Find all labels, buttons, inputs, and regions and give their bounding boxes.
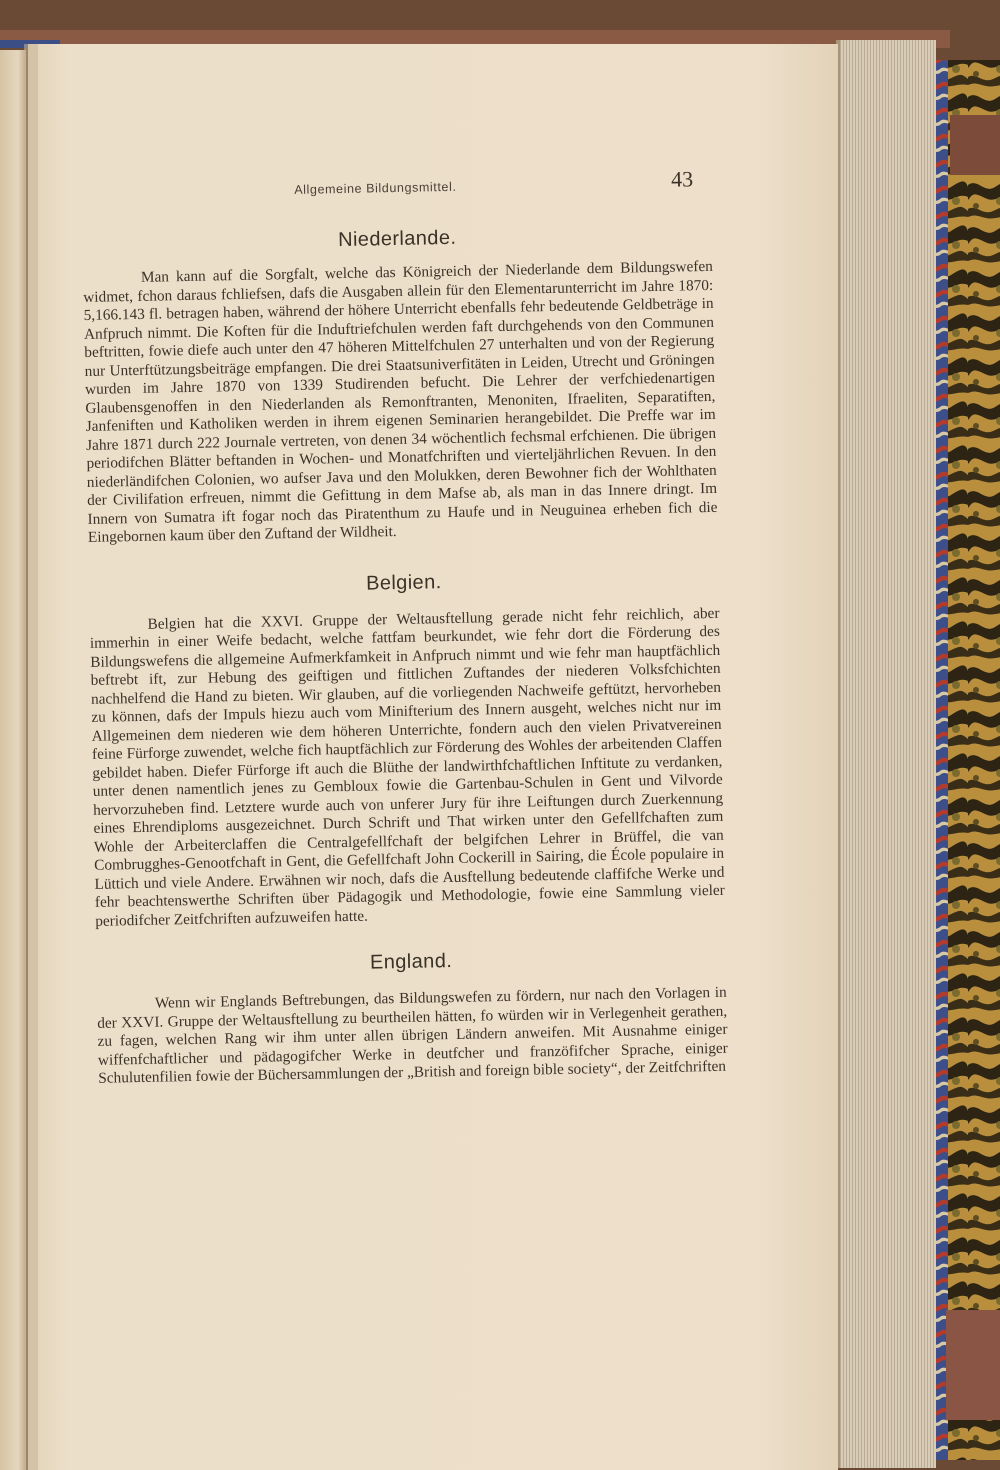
page-number: 43: [670, 166, 694, 192]
paragraph-belgien: Belgien hat die XXVI. Gruppe der Weltausftellung gerade nicht fehr reichlich, aber immerhin in einer Weife bedacht, welche fattfam beurkundet, wie fehr dort die Förderung des Bildungswefens die allgemeine Aufmerkfamkeit in Anfpruch nimmt und wie fehr man hauptfächlich beftrebt ift, zur Hebung des geiftigen und fittlichen Zuftandes der niederen Volksfchichten nachhelfend die Hand zu bieten. Wir glauben, auf die vorliegenden Nachweife geftützt, hervorheben zu können, dafs der Impuls hiezu auch vom Minifterium des Innern ausgeht, welches nicht nur im Allgemeinen dem niederen wie dem höheren Unterrichte, fondern auch den vielen Privatvereinen feine Fürforge zuwendet, welche fich hauptfächlich zur Förderung des Wohles der arbeitenden Claffen gebildet haben. Diefer Fürforge ift auch die Blüthe der landwirthfchaftlichen Inftitute zu verdanken, unter denen namentlich jenes zu Gembloux fowie die Gartenbau-Schulen in Gent und Vilvorde hervorzuheben find. Letztere wurde auch von unferer Jury für ihre Leiftungen durch Zuerkennung eines Ehrendiploms ausgezeichnet. Durch Schrift und That wirken unter den Gefellfchaften zum Wohle der Arbeiterclaffen die Centralgefellfchaft der belgifchen Lehrer in Brüffel, die van Combrugghes-Genootfchaft in Gent, die Gefellfchaft John Cockerill in Sairing, die École populaire in Lüttich und viele Andere. Erwähnen wir noch, dafs die Ausftellung bedeutende claffifche Werke und fehr beachtenswerthe Schriften über Pädagogik und Methodologie, fowie eine Sammlung vieler periodifcher Zeitfchriften aufzuweifen hatte.: [89, 604, 725, 930]
paragraph-england: Wenn wir Englands Beftrebungen, das Bildungswefen zu fördern, nur nach den Vorlagen in der XXVI. Gruppe der Weltausftellung zu beurtheilen hätten, fo würden wir in Verlegenheit gerathen, zu fagen, welchen Rang wir ihm unter allen übrigen Ländern anweifen. Mit Ausnahme einiger wiffenfchaftlicher und pädagogifcher Werke in deutfcher und franzöfifcher Sprache, einiger Schulutenfilien fowie der Büchersammlungen der „British and foreign bible society“, der Zeitfchriften: [97, 983, 728, 1087]
paragraph-niederlande: Man kann auf die Sorgfalt, welche das Königreich der Niederlande dem Bildungswefen widmet, fchon daraus fchliefsen, dafs die Ausgaben allein für den Elementarunterricht im Jahre 1870: 5,166.143 fl. betragen haben, während der höhere Unterricht ebenfalls fehr bedeutende Geldbeträge in Anfpruch nimmt. Die Koften für die Induftriefchulen werden faft durchgehends von den Communen beftritten, fowie diefe auch unter den 47 höheren Mittelfchulen 27 unterhalten und von der Regierung nur Unterftützungsbeiträge empfangen. Die drei Staatsuniverfitäten in Leiden, Utrecht und Gröningen wurden im Jahre 1870 von 1339 Studirenden befucht. Die Lehrer der verfchiedenartigen Glaubensgenoffen in den Niederlanden als Remonftranten, Menoniten, Ifraeliten, Separatiften, Janfeniften und Katholiken werden in ihrem eigenen Seminarien herangebildet. Die Preffe war im Jahre 1871 durch 222 Journale vertreten, von denen 34 wöchentlich fechsmal erfchienen. Die übrigen periodifchen Blätter beftanden in Wochen- und Monatfchriften und vierteljährlichen Revuen. In den niederländifchen Colonien, wo aufser Java und den Molukken, deren Bewohner fich der Wohlthaten der Civilifation erfreuen, nimmt die Gefittung in dem Mafse ab, als man in das Innere dringt. Im Innern von Sumatra ift fogar noch das Piratenthum zu Haufe und in Neuguinea erheben fich die Eingebornen kaum über den Zuftand der Wildheit.: [83, 257, 718, 546]
section-heading-england: England.: [369, 950, 453, 974]
page-body: [81, 166, 728, 1088]
running-title: Allgemeine Bildungsmittel.: [294, 179, 457, 197]
section-heading-niederlande: Niederlande.: [337, 226, 457, 252]
section-heading-belgien: Belgien.: [365, 570, 442, 595]
